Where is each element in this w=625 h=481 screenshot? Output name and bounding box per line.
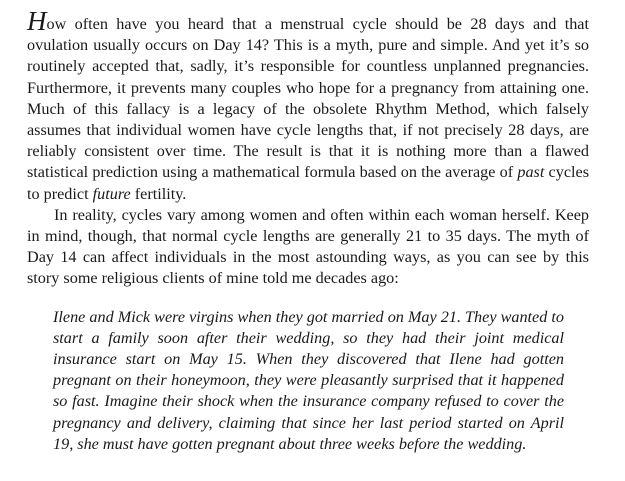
emphasis-past: past [517, 163, 545, 182]
paragraph-reality: In reality, cycles vary among women and often within each woman herself. Keep in mind, though, that normal cycle lengths are generally 21 to 35 days. The myth of Day 14 can affect individuals in the most astounding ways, as you can see by this story some religious clients of mine told me decades ago: [27, 205, 589, 288]
emphasis-future: future [92, 184, 131, 203]
paragraph-intro [27, 6, 589, 205]
paragraph-intro-text-1: ow often have you heard that a menstrual cycle should be 28 days and that ovulation usually occurs on Day 14? This is a myth, pure and simple. And yet it’s so routinely accepted that, sadly, it’s responsible for countless unplanned pregnancies. Furthermore, it prevents many couples who hope for a pregnancy from attaining one. Much of this fallacy is a legacy of the obsolete Rhythm Method, which falsely assumes that individual women have cycle lengths that, if not precisely 28 days, are reliably consistent over time. The result is that it is nothing more than a flawed statistical prediction using a mathematical formula based on the average of [27, 15, 589, 182]
drop-cap: H [27, 6, 47, 36]
story-text: Ilene and Mick were virgins when they got married on May 21. They wanted to start a family soon after their wedding, so they had their joint medical insurance start on May 15. When they discovered that Ilene had gotten pregnant on their honeymoon, they were pleasantly surprised that it happened so fast. Imagine their shock when the insurance company refused to cover the pregnancy and delivery, claiming that since her last period started on April 19, she must have gotten pregnant about three weeks before the wedding. [53, 307, 564, 453]
paragraph-intro-text-2: cycles to predict [27, 163, 589, 203]
story-blockquote [53, 307, 564, 455]
paragraph-intro-text-3: fertility. [130, 184, 187, 203]
document-page [27, 6, 589, 455]
